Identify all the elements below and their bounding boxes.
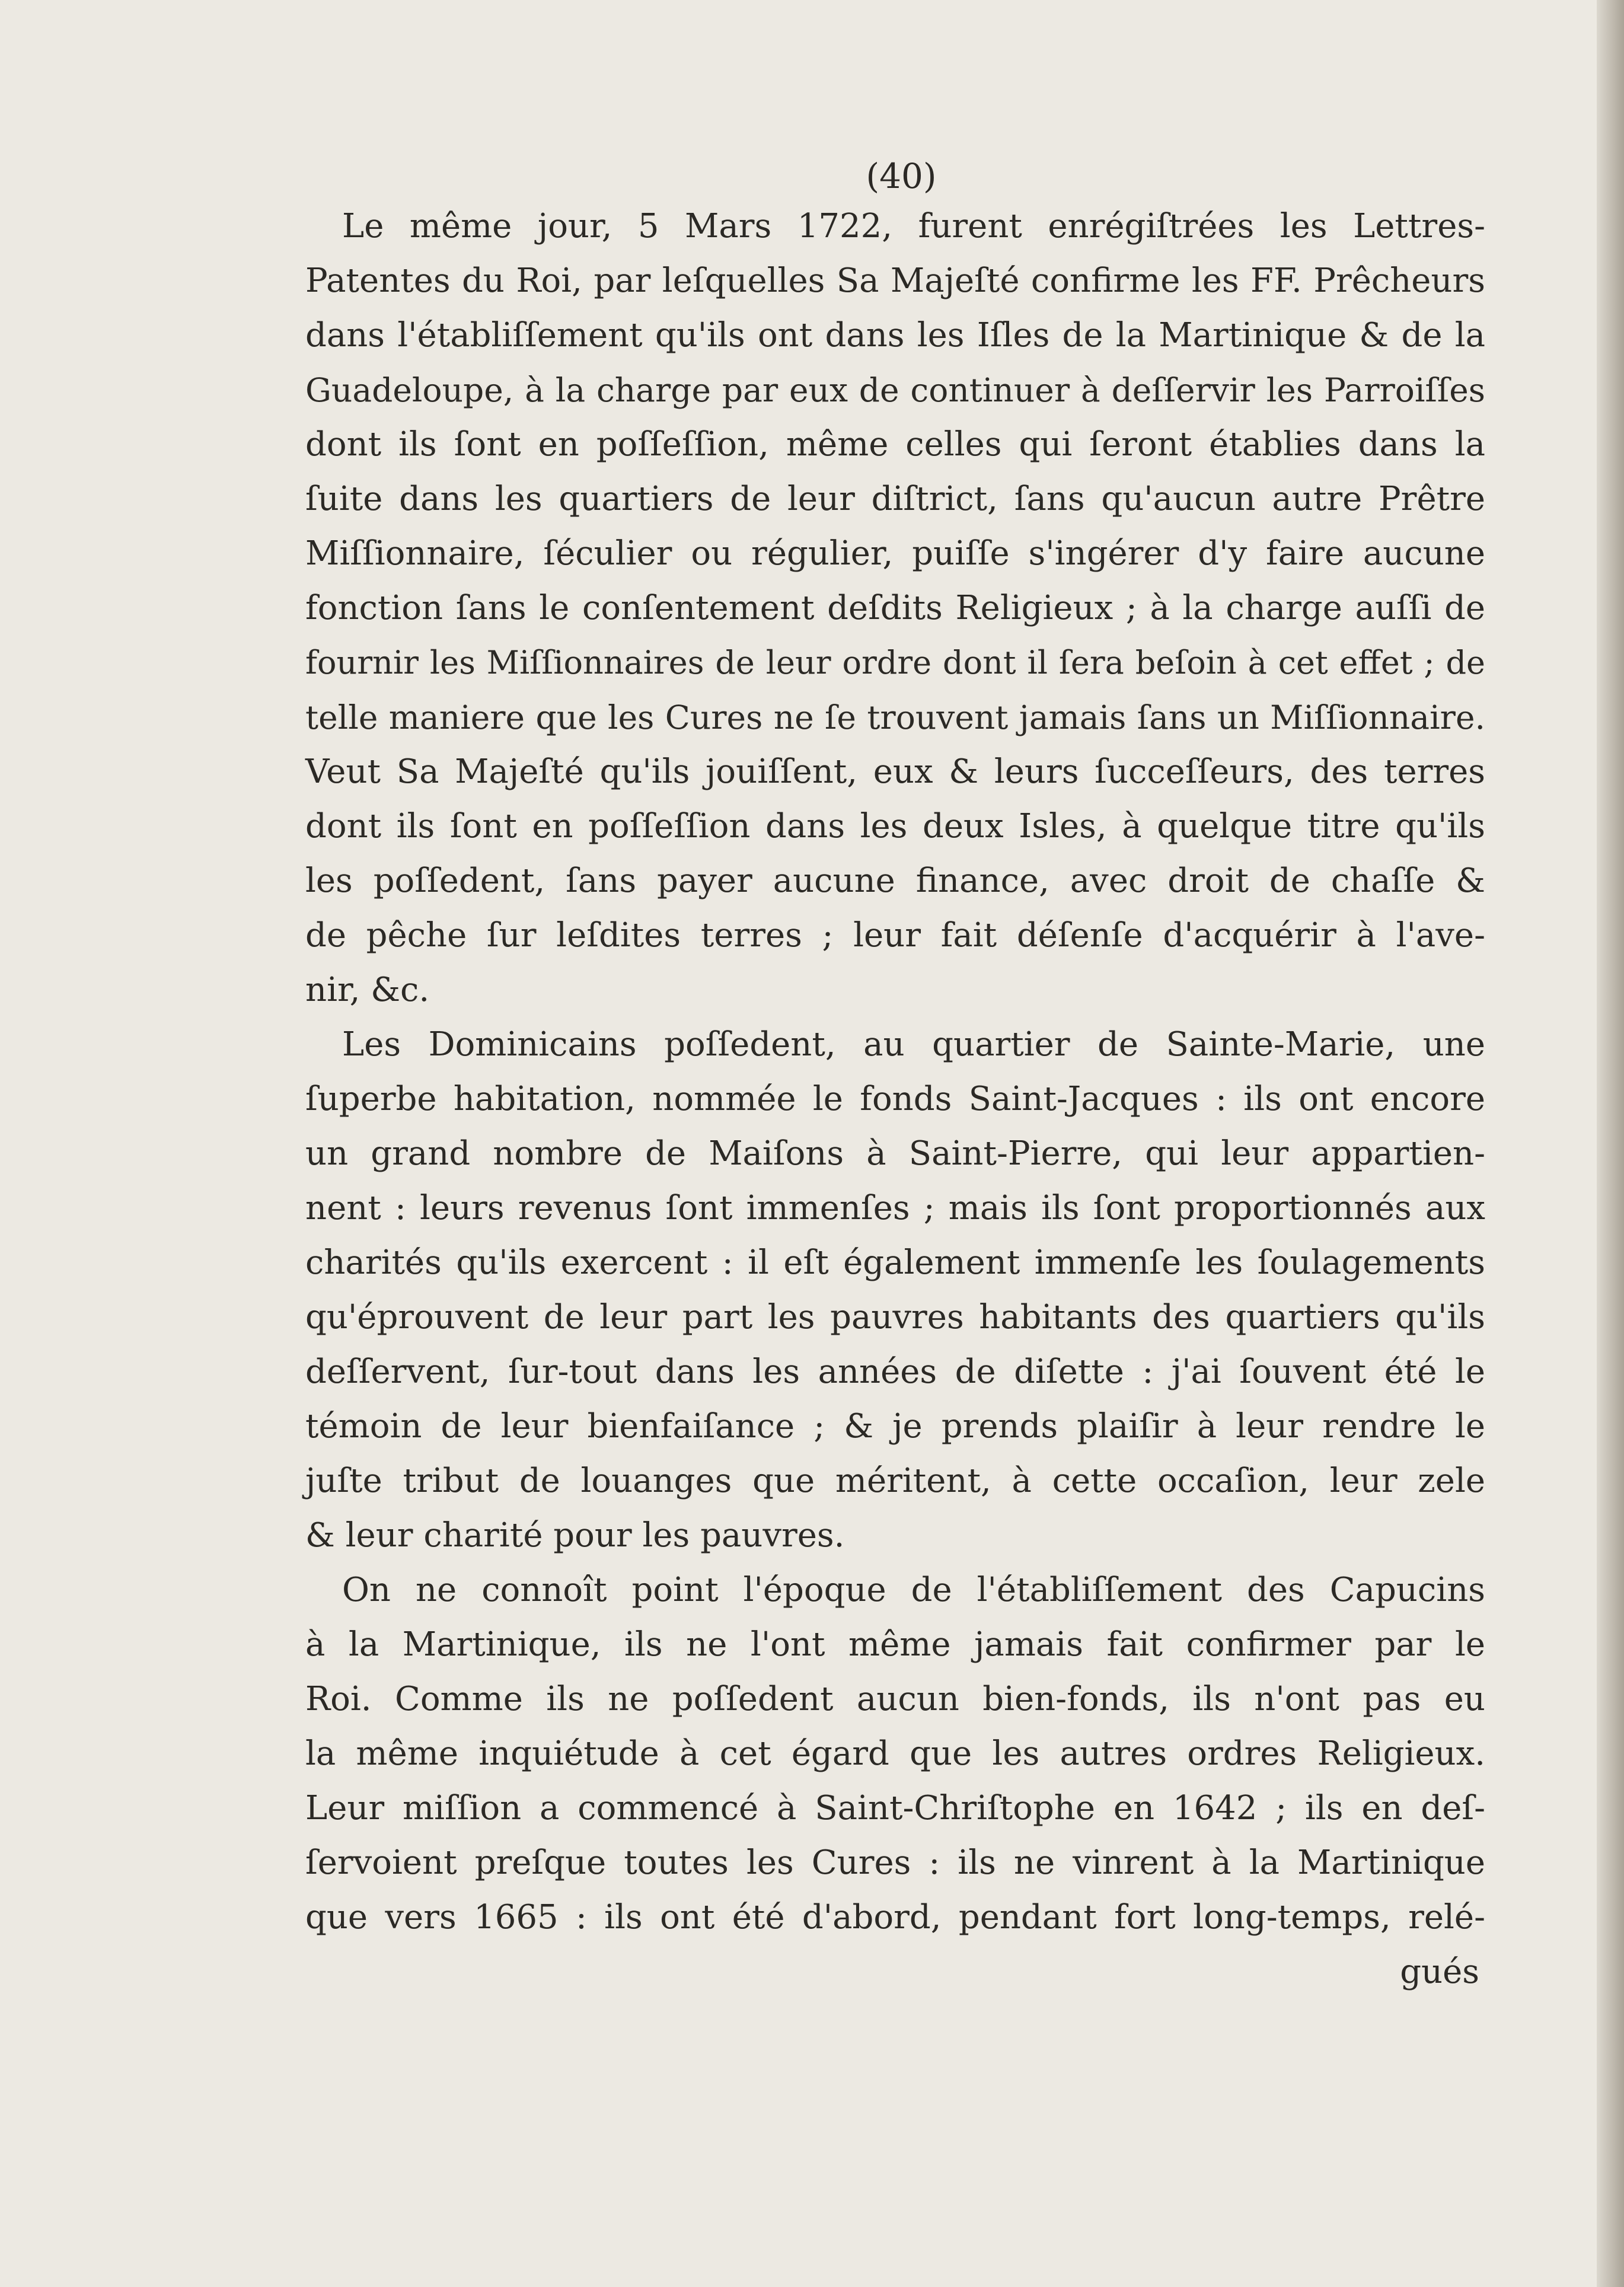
page-edge-shadow — [1597, 0, 1624, 2287]
text-line: Guadeloupe, à la charge par eux de continuer à deſſervir les Parroiſſes — [305, 371, 1485, 409]
text-line: nir, &c. — [305, 971, 430, 1009]
text-line: que vers 1665 : ils ont été d'abord, pendant fort long-temps, relé- — [305, 1898, 1485, 1937]
text-block — [305, 153, 1485, 1999]
text-line: à la Martinique, ils ne l'ont même jamais fait confirmer par le — [305, 1625, 1485, 1664]
text-line: Roi. Comme ils ne poſſedent aucun bien-fonds, ils n'ont pas eu — [305, 1680, 1485, 1718]
text-line: ſuite dans les quartiers de leur diſtrict, ſans qu'aucun autre Prêtre — [305, 480, 1485, 518]
text-line: & leur charité pour les pauvres. — [305, 1516, 845, 1555]
text-line: Veut Sa Majeſté qu'ils jouiſſent, eux & leurs ſucceſſeurs, des terres — [305, 752, 1485, 791]
text-line: ſervoient preſque toutes les Cures : ils ne vinrent à la Martinique — [305, 1843, 1485, 1882]
text-line: fonction ſans le conſentement deſdits Religieux ; à la charge auſſi de — [305, 589, 1485, 627]
text-line: qu'éprouvent de leur part les pauvres habitants des quartiers qu'ils — [305, 1298, 1485, 1337]
text-line: telle maniere que les Cures ne ſe trouvent jamais ſans un Miſſionnaire. — [305, 698, 1485, 736]
paragraph — [305, 1017, 1485, 1563]
text-line: les poſſedent, ſans payer aucune finance, avec droit de chaſſe & — [305, 862, 1485, 900]
text-line: ſuperbe habitation, nommée le fonds Saint-Jacques : ils ont encore — [305, 1080, 1485, 1118]
text-line: la même inquiétude à cet égard que les autres ordres Religieux. — [305, 1734, 1485, 1773]
text-line: de pêche ſur leſdites terres ; leur fait déſenſe d'acquérir à l'ave- — [305, 916, 1485, 955]
text-line: témoin de leur bienfaiſance ; & je prends plaiſir à leur rendre le — [305, 1407, 1485, 1446]
paragraph — [305, 199, 1485, 1017]
text-line: Le même jour, 5 Mars 1722, furent enrégiſtrées les Lettres- — [342, 207, 1485, 245]
text-line: un grand nombre de Maiſons à Saint-Pierre, qui leur appartien- — [305, 1134, 1485, 1173]
text-line: fournir les Miſſionnaires de leur ordre dont il ſera beſoin à cet effet ; de — [305, 644, 1485, 681]
text-line: nent : leurs revenus ſont immenſes ; mais ils ſont proportionnés aux — [305, 1189, 1485, 1227]
text-line: charités qu'ils exercent : il eſt également immenſe les ſoulagements — [305, 1243, 1485, 1282]
text-line: Patentes du Roi, par leſquelles Sa Majeſté confirme les FF. Prêcheurs — [305, 261, 1485, 300]
catchword: gués — [1400, 1953, 1479, 1991]
text-line: On ne connoît point l'époque de l'établiſſement des Capucins — [342, 1571, 1485, 1609]
text-line: Les Dominicains poſſedent, au quartier de Sainte-Marie, une — [342, 1025, 1485, 1064]
text-line: dans l'établiſſement qu'ils ont dans les Iſles de la Martinique & de la — [305, 316, 1485, 355]
text-line: juſte tribut de louanges que méritent, à cette occaſion, leur zele — [305, 1462, 1485, 1500]
text-line: Miſſionnaire, ſéculier ou régulier, puiſſe s'ingérer d'y faire aucune — [305, 534, 1485, 573]
page-number: (40) — [866, 156, 937, 196]
text-line: dont ils ſont en poſſeſſion, même celles qui ſeront établies dans la — [305, 425, 1485, 464]
text-line: Leur miſſion a commencé à Saint-Chriſtophe en 1642 ; ils en deſ- — [305, 1789, 1485, 1827]
text-line: deſſervent, ſur-tout dans les années de diſette : j'ai ſouvent été le — [305, 1353, 1485, 1391]
text-line: dont ils ſont en poſſeſſion dans les deux Isles, à quelque titre qu'ils — [305, 807, 1485, 846]
paragraph — [305, 1563, 1485, 1945]
